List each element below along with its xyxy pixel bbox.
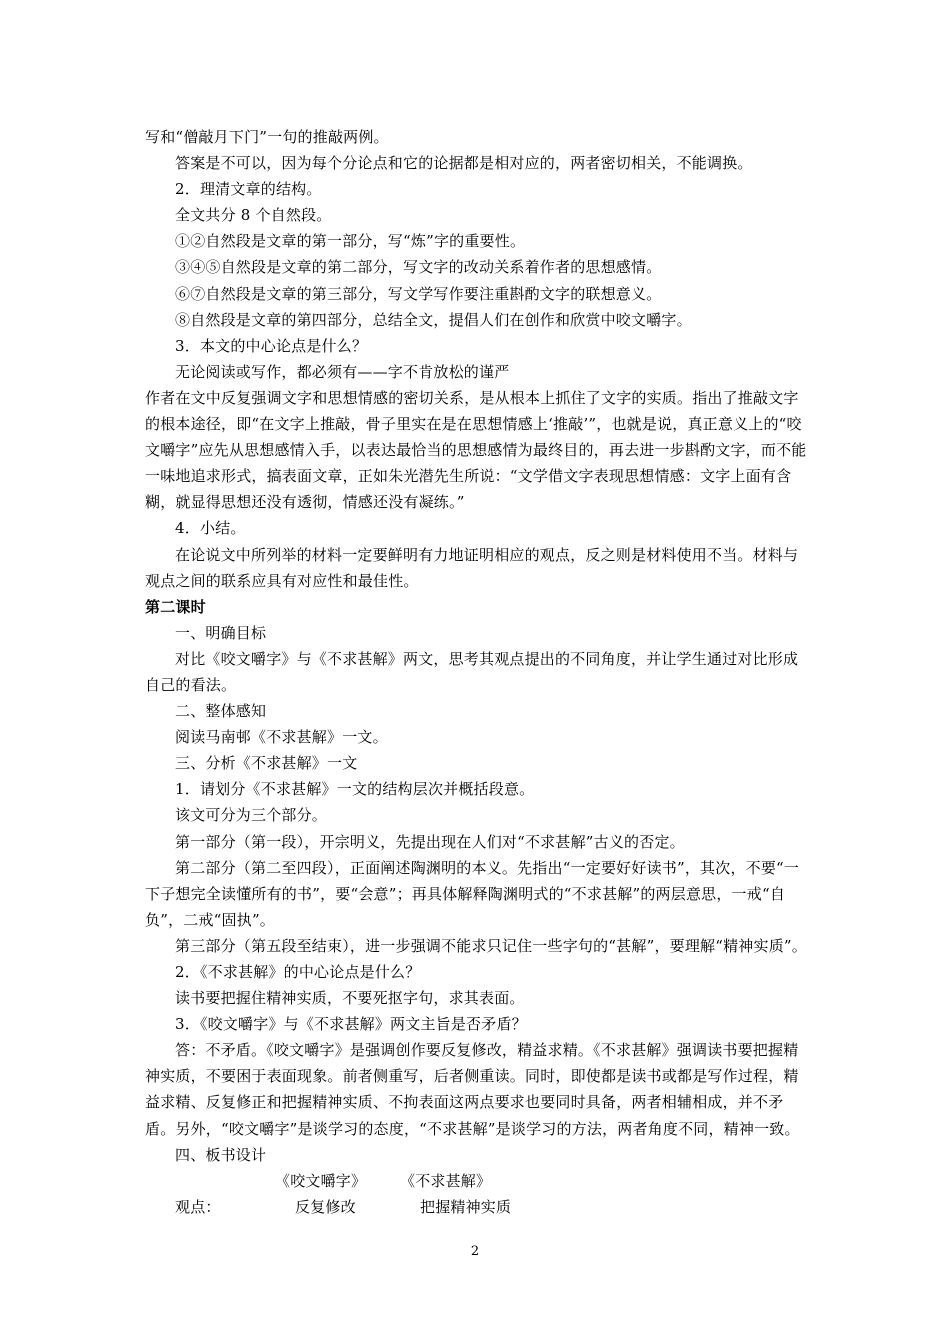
paragraph: 3．本文的中心论点是什么？ [175,336,368,355]
paragraph: 作者在文中反复强调文字和思想情感的密切关系，是从根本上抓住了文字的实质。指出了推敲文字的根本途径，即“在文字上推敲，骨子里实在是在思想情感上‘推敲’”，也就是说，真正意义上的“咬文嚼字”应先从思想感情入手，以表达最恰当的思想感情为最终目的，再去进一步斟酌文字，而不能一味地追求形式，搞表面文章，正如朱光潜先生所说：“文学借文字表现思想情感：文字上面有含糊，就显得思想还没有透彻，情感还没有凝练。” [145,388,807,512]
paragraph: 三、分析《不求甚解》一文 [175,754,358,773]
paragraph: ⑥⑦自然段是文章的第三部分，写文学写作要注重斟酌文字的联想意义。 [175,284,662,303]
paragraph: 答案是不可以，因为每个分论点和它的论据都是相对应的，两者密切相关，不能调换。 [175,154,753,173]
board-col1-value: 反复修改 [295,1197,356,1216]
paragraph: 第一部分（第一段），开宗明义，先提出现在人们对“不求甚解”古义的否定。 [175,832,685,851]
paragraph: 3．《咬文嚼字》与《不求甚解》两文主旨是否矛盾？ [175,1015,527,1034]
paragraph: 第三部分（第五段至结束），进一步强调不能求只记住一些字句的“甚解”，要理解“精神实质”。 [175,936,807,955]
paragraph: ⑧自然段是文章的第四部分，总结全文，提倡人们在创作和欣赏中咬文嚼字。 [175,310,692,329]
board-col2-title: 《不求甚解》 [400,1171,492,1190]
board-col2-value: 把握精神实质 [420,1197,512,1216]
paragraph: 全文共分 8 个自然段。 [175,206,332,225]
paragraph: 二、整体感知 [175,702,267,721]
paragraph: 2．理清文章的结构。 [175,180,322,199]
paragraph: 四、板书设计 [175,1145,267,1164]
paragraph: 一、明确目标 [175,623,267,642]
board-header-row [145,1168,810,1194]
paragraph: 1．请划分《不求甚解》一文的结构层次并概括段意。 [175,780,535,799]
paragraph: 读书要把握住精神实质，不要死抠字句，求其表面。 [175,989,525,1008]
paragraph: 4．小结。 [175,519,246,538]
paragraph-list [145,124,810,1168]
paragraph: ③④⑤自然段是文章的第二部分，写文字的改动关系着作者的思想感情。 [175,258,662,277]
paragraph: 写和“僧敲月下门”一句的推敲两例。 [145,128,389,146]
paragraph: 阅读马南邨《不求甚解》一文。 [175,728,388,747]
board-col1-title: 《咬文嚼字》 [275,1171,367,1190]
paragraph: 该文可分为三个部分。 [175,806,328,825]
document-body [145,124,810,1220]
paragraph: 无论阅读或写作，都必须有——字不肯放松的谨严 [175,362,510,381]
paragraph: 对比《咬文嚼字》与《不求甚解》两文，思考其观点提出的不同角度，并让学生通过对比形成自己的看法。 [145,649,799,694]
paragraph: 2．《不求甚解》的中心论点是什么？ [175,963,421,981]
paragraph: ①②自然段是文章的第一部分，写“炼”字的重要性。 [175,232,526,251]
paragraph: 答：不矛盾。《咬文嚼字》是强调创作要反复修改，精益求精。《不求甚解》强调读书要把握精神实质，不要困于表面现象。前者侧重写，后者侧重读。同时，即使都是读书或都是写作过程，精益求精、反复修正和把握精神实质、不拘表面这两点要求也要同时具备，两者相辅相成，并不矛盾。另外，“咬文嚼字”是谈学习的态度，“不求甚解”是谈学习的方法，两者角度不同，精神一致。 [145,1041,800,1138]
paragraph: 第二部分（第二至四段），正面阐述陶渊明的本义。先指出“一定要好好读书”，其次，不要“一下子想完全读懂所有的书”，要“会意”；再具体解释陶渊明式的“不求甚解”的两层意思，一戒“自负”，二戒“固执”。 [145,858,800,929]
board-row-label: 观点： [175,1197,221,1216]
page-number: 2 [470,1244,480,1259]
section-heading: 第二课时 [145,597,206,616]
paragraph: 在论说文中所列举的材料一定要鲜明有力地证明相应的观点，反之则是材料使用不当。材料与观点之间的联系应具有对应性和最佳性。 [145,545,799,590]
board-value-row [145,1194,810,1220]
